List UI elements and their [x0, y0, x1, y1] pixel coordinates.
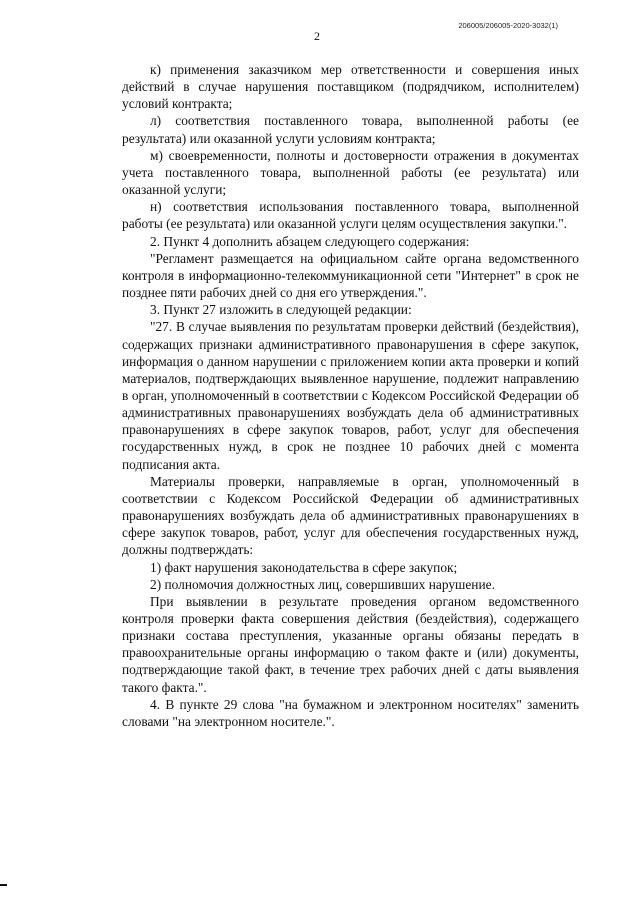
paragraph-list-1: 1) факт нарушения законодательства в сфере закупок;: [150, 559, 458, 575]
paragraph-crime: При выявлении в результате проведения органом ведомственного контроля проверки факта совершения действия (бездействия), содержащего признаки состава преступления, указанные органы обязаны передать в правоохранительные органы информацию о таком факте и (или) документы, подтверждающие такой факт, в течение трех рабочих дней с даты выявления такого факта.".: [122, 593, 579, 695]
paragraph-l: л) соответствия поставленного товара, выполненной работы (ее результата) или оказанной услуги условиям контракта;: [122, 113, 579, 146]
paragraph-m: м) своевременности, полноты и достоверности отражения в документах учета поставленного товара, выполненной работы (ее результата) или оказанной услуги;: [122, 147, 579, 198]
paragraph-27: "27. В случае выявления по результатам проверки действий (бездействия), содержащих признаки административного правонарушения в сфере закупок, информация о данном нарушении с приложением копии акта проверки и копий материалов, подтверждающих выявленное нарушение, подлежит направлению в орган, уполномоченный в соответствии с Кодексом Российской Федерации об административных правонарушениях возбуждать дела об административных правонарушениях в сфере закупок товаров, работ, услуг для обеспечения государственных нужд, в срок не позднее 10 рабочих дней с момента подписания акта.: [122, 319, 579, 472]
paragraph-n: н) соответствия использования поставленного товара, выполненной работы (ее результата) или оказанной услуги целям осуществления закупки.".: [122, 199, 579, 232]
paragraph-k: к) применения заказчиком мер ответственности и совершения иных действий в случае нарушения поставщиком (подрядчиком, исполнителем) условий контракта;: [122, 62, 579, 112]
paragraph-item-4: 4. В пункте 29 слова "на бумажном и электронном носителях" заменить словами "на электронном носителе.".: [122, 696, 579, 729]
paragraph-list-2: 2) полномочия должностных лиц, совершивших нарушение.: [150, 576, 495, 592]
paragraph-item-2: 2. Пункт 4 дополнить абзацем следующего содержания:: [150, 233, 470, 249]
paragraph-regulation-text: "Регламент размещается на официальном сайте органа ведомственного контроля в информационно-телекоммуникационной сети "Интернет" в срок не позднее пяти рабочих дней со дня его утверждения.".: [122, 250, 579, 301]
paragraph-materials: Материалы проверки, направляемые в орган, уполномоченный в соответствии с Кодексом Российской Федерации об административных правонарушениях возбуждать дела об административных правонарушениях в сфере закупок товаров, работ, услуг для обеспечения государственных нужд, должны подтверждать:: [122, 473, 579, 558]
document-body: [122, 61, 579, 730]
page-number: 2: [314, 29, 320, 43]
scan-edge-mark: [0, 884, 7, 886]
document-code: 206005/206005-2020-3032(1): [458, 21, 558, 30]
paragraph-item-3: 3. Пункт 27 изложить в следующей редакции:: [150, 302, 412, 318]
